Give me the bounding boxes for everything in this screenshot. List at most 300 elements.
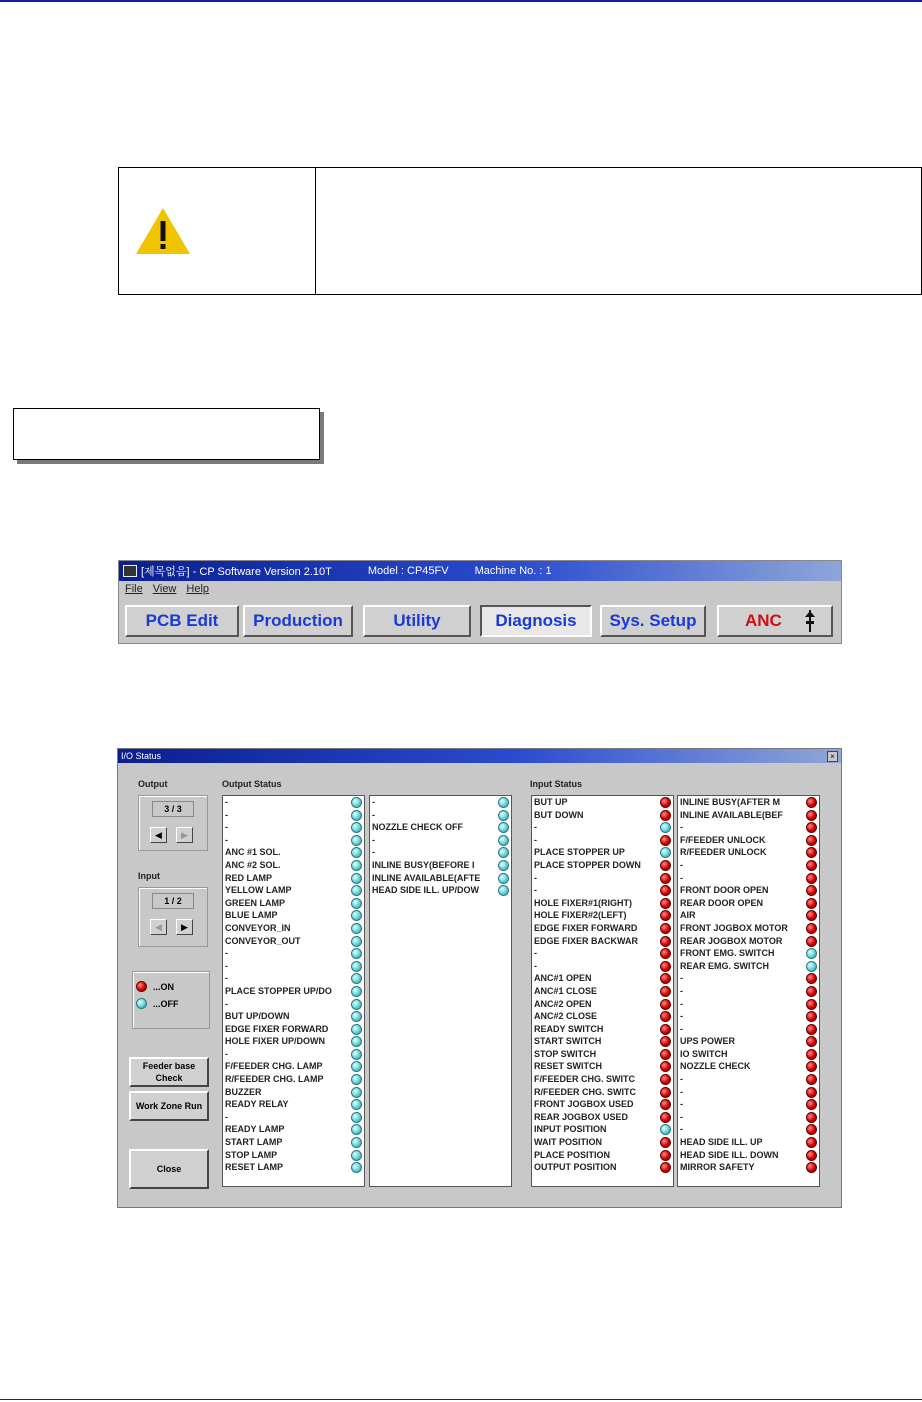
led-off-icon	[498, 822, 509, 833]
app-icon	[123, 565, 137, 577]
io-signal-label: INLINE BUSY(BEFORE I	[372, 859, 475, 870]
led-off-icon	[351, 873, 362, 884]
io-signal-label: AIR	[680, 910, 696, 921]
io-signal-label: PLACE STOPPER UP	[534, 847, 625, 858]
led-on-icon	[806, 1087, 817, 1098]
io-status-row	[223, 960, 364, 973]
led-on-icon	[660, 860, 671, 871]
io-signal-label: -	[225, 1048, 228, 1059]
io-signal-label: PLACE STOPPER UP/DO	[225, 985, 332, 996]
io-signal-label: -	[372, 797, 375, 807]
io-signal-label: RED LAMP	[225, 872, 272, 883]
io-status-row	[532, 1161, 673, 1174]
io-signal-label: -	[680, 985, 683, 996]
section-label-box	[13, 408, 320, 460]
led-on-icon	[806, 797, 817, 808]
io-status-row	[532, 1123, 673, 1136]
menu-help[interactable]: Help	[186, 583, 210, 595]
led-off-icon	[351, 898, 362, 909]
io-status-row	[678, 1010, 819, 1023]
io-status-row	[678, 1123, 819, 1136]
io-status-row	[532, 846, 673, 859]
input-list-2	[677, 795, 820, 1187]
led-on-icon	[806, 1112, 817, 1123]
legend-off-label: ...OFF	[153, 998, 179, 1009]
output-next-button[interactable]: ▶	[176, 827, 193, 843]
io-signal-label: CONVEYOR_OUT	[225, 935, 301, 946]
tab-diagnosis[interactable]: Diagnosis	[480, 605, 592, 637]
io-signal-label: START LAMP	[225, 1137, 283, 1148]
io-status-row	[532, 834, 673, 847]
led-off-icon	[351, 1150, 362, 1161]
io-status-row	[223, 1048, 364, 1061]
led-on-icon	[660, 1061, 671, 1072]
io-signal-label: STOP LAMP	[225, 1149, 278, 1160]
input-group-label: Input	[138, 871, 160, 881]
tab-pcb-edit[interactable]: PCB Edit	[125, 605, 239, 637]
io-signal-label: BUT UP	[534, 797, 568, 807]
led-off-icon	[351, 1112, 362, 1123]
io-status-row	[223, 947, 364, 960]
led-on-icon	[806, 1049, 817, 1060]
io-status-row	[532, 1111, 673, 1124]
io-signal-label: INPUT POSITION	[534, 1124, 607, 1135]
io-status-row	[678, 796, 819, 809]
tab-anc[interactable]	[717, 605, 833, 637]
led-on-icon	[660, 810, 671, 821]
io-signal-label: BUT DOWN	[534, 809, 584, 820]
input-next-button[interactable]: ▶	[176, 919, 193, 935]
led-off-icon	[351, 860, 362, 871]
tab-utility[interactable]: Utility	[363, 605, 471, 637]
io-status-row	[532, 909, 673, 922]
led-off-icon	[351, 1124, 362, 1135]
io-signal-label: GREEN LAMP	[225, 897, 286, 908]
cp-software-window	[118, 560, 842, 644]
led-on-icon	[806, 986, 817, 997]
led-off-icon	[351, 910, 362, 921]
io-status-row	[532, 947, 673, 960]
io-signal-label: -	[534, 948, 537, 959]
io-signal-label: -	[225, 834, 228, 845]
io-signal-label: REAR DOOR OPEN	[680, 897, 764, 908]
io-signal-label: -	[372, 809, 375, 820]
led-off-icon	[806, 948, 817, 959]
io-signal-label: -	[372, 847, 375, 858]
io-signal-label: INLINE AVAILABLE(BEF	[680, 809, 783, 820]
io-signal-label: -	[225, 797, 228, 807]
io-status-row	[532, 935, 673, 948]
io-status-row	[532, 998, 673, 1011]
io-signal-label: F/FEEDER CHG. LAMP	[225, 1061, 323, 1072]
io-status-row	[678, 972, 819, 985]
io-signal-label: -	[372, 834, 375, 845]
io-signal-label: -	[225, 809, 228, 820]
io-status-row	[678, 1035, 819, 1048]
led-off-icon	[498, 860, 509, 871]
io-signal-label: -	[680, 973, 683, 984]
io-status-row	[678, 998, 819, 1011]
io-status-row	[678, 935, 819, 948]
output-group-label: Output	[138, 779, 168, 789]
io-status-row	[532, 1010, 673, 1023]
io-status-row	[223, 884, 364, 897]
warning-icon	[133, 204, 193, 256]
led-on-icon	[660, 1162, 671, 1173]
io-signal-label: -	[534, 872, 537, 883]
led-on-icon	[660, 835, 671, 846]
io-signal-label: ANC#1 OPEN	[534, 973, 592, 984]
io-status-row	[678, 1098, 819, 1111]
led-on-icon	[806, 835, 817, 846]
io-status-row	[223, 1111, 364, 1124]
io-status-row	[370, 834, 511, 847]
io-signal-label: READY SWITCH	[534, 1023, 604, 1034]
io-status-row	[223, 1098, 364, 1111]
io-status-row	[223, 846, 364, 859]
io-status-row	[532, 960, 673, 973]
io-status-row	[370, 796, 511, 809]
io-status-row	[532, 1048, 673, 1061]
io-status-row	[678, 985, 819, 998]
io-signal-label: R/FEEDER CHG. SWITC	[534, 1086, 637, 1097]
led-off-icon	[351, 923, 362, 934]
io-signal-label: -	[225, 973, 228, 984]
io-signal-label: -	[225, 822, 228, 833]
io-signal-label: -	[680, 1099, 683, 1110]
io-status-row	[370, 846, 511, 859]
io-status-row	[223, 796, 364, 809]
led-off-icon	[351, 1024, 362, 1035]
output-list-2	[369, 795, 512, 1187]
io-signal-label: HEAD SIDE ILL. DOWN	[680, 1149, 779, 1160]
led-on-icon	[806, 873, 817, 884]
close-button[interactable]: Close	[129, 1149, 209, 1189]
io-signal-label: ANC#2 OPEN	[534, 998, 592, 1009]
io-status-row	[223, 1035, 364, 1048]
io-signal-label: RESET LAMP	[225, 1162, 284, 1173]
io-status-row	[678, 1086, 819, 1099]
io-signal-label: EDGE FIXER BACKWAR	[534, 935, 639, 946]
led-on-icon	[660, 1011, 671, 1022]
io-status-row	[532, 1023, 673, 1036]
led-on-icon	[806, 923, 817, 934]
led-off-icon	[498, 885, 509, 896]
io-status-row	[223, 1161, 364, 1174]
led-on-icon	[660, 961, 671, 972]
led-on-icon	[660, 936, 671, 947]
input-list-1	[531, 795, 674, 1187]
io-status-row	[223, 897, 364, 910]
led-off-icon	[351, 1061, 362, 1072]
led-off-icon	[660, 822, 671, 833]
io-signal-label: ANC#2 CLOSE	[534, 1011, 598, 1022]
caution-text-cell	[316, 168, 921, 294]
led-on-icon	[806, 860, 817, 871]
main-tabs	[119, 603, 841, 641]
io-signal-label: IO SWITCH	[680, 1048, 728, 1059]
io-status-row	[223, 935, 364, 948]
io-signal-label: HOLE FIXER UP/DOWN	[225, 1036, 326, 1047]
io-status-row	[532, 884, 673, 897]
led-off-icon	[498, 873, 509, 884]
led-on-icon	[806, 1137, 817, 1148]
io-signal-label: HEAD SIDE ILL. UP	[680, 1137, 763, 1148]
io-signal-label: F/FEEDER CHG. SWITC	[534, 1074, 635, 1085]
io-signal-label: BUZZER	[225, 1086, 262, 1097]
led-off-icon	[660, 847, 671, 858]
led-off-icon	[498, 847, 509, 858]
io-signal-label: F/FEEDER UNLOCK	[680, 834, 766, 845]
led-off-icon	[351, 1162, 362, 1173]
io-signal-label: HOLE FIXER#2(LEFT)	[534, 910, 627, 921]
led-off-icon	[351, 936, 362, 947]
caution-table	[118, 167, 922, 295]
io-status-row	[223, 1060, 364, 1073]
io-signal-label: R/FEEDER CHG. LAMP	[225, 1074, 324, 1085]
led-legend	[136, 978, 208, 1022]
output-list-1	[222, 795, 365, 1187]
io-status-row	[678, 846, 819, 859]
io-signal-label: -	[680, 859, 683, 870]
io-status-row	[678, 947, 819, 960]
io-signal-label: BUT UP/DOWN	[225, 1011, 290, 1022]
led-off-icon	[498, 835, 509, 846]
led-on-icon	[806, 810, 817, 821]
io-status-row	[532, 985, 673, 998]
io-signal-label: FRONT JOGBOX MOTOR	[680, 922, 788, 933]
io-signal-label: UPS POWER	[680, 1036, 736, 1047]
feeder-base-check-button[interactable]: Feeder base Check	[129, 1057, 209, 1087]
tab-sys-setup[interactable]: Sys. Setup	[600, 605, 706, 637]
led-off-icon	[351, 847, 362, 858]
io-status-dialog	[117, 748, 842, 1208]
io-signal-label: BLUE LAMP	[225, 910, 278, 921]
led-on-icon	[660, 986, 671, 997]
io-signal-label: -	[680, 872, 683, 883]
led-on-icon	[660, 1112, 671, 1123]
io-status-row	[223, 1123, 364, 1136]
io-signal-label: NOZZLE CHECK OFF	[372, 822, 463, 833]
io-signal-label: PLACE POSITION	[534, 1149, 611, 1160]
io-signal-label: ANC #1 SOL.	[225, 847, 281, 858]
io-status-row	[678, 1023, 819, 1036]
window-titlebar	[119, 561, 841, 581]
dialog-titlebar	[118, 749, 841, 763]
led-on-icon	[660, 1137, 671, 1148]
led-off-icon	[351, 1074, 362, 1085]
led-off-icon	[660, 1124, 671, 1135]
io-signal-label: PLACE STOPPER DOWN	[534, 859, 641, 870]
led-off-icon	[351, 986, 362, 997]
io-signal-label: EDGE FIXER FORWARD	[534, 922, 638, 933]
led-on-icon	[806, 822, 817, 833]
input-prev-button[interactable]: ◀	[150, 919, 167, 935]
io-status-row	[678, 909, 819, 922]
io-signal-label: NOZZLE CHECK	[680, 1061, 751, 1072]
io-signal-label: REAR EMG. SWITCH	[680, 960, 769, 971]
led-off-icon	[351, 1087, 362, 1098]
io-status-row	[532, 1086, 673, 1099]
io-signal-label: -	[680, 822, 683, 833]
led-on-icon	[660, 898, 671, 909]
io-status-row	[532, 1098, 673, 1111]
header-rule	[0, 0, 922, 2]
io-status-row	[532, 1149, 673, 1162]
led-off-icon	[351, 835, 362, 846]
io-signal-label: -	[680, 1086, 683, 1097]
led-off-icon	[351, 1099, 362, 1110]
io-signal-label: -	[680, 1111, 683, 1122]
led-on-icon	[806, 1124, 817, 1135]
io-signal-label: OUTPUT POSITION	[534, 1162, 617, 1173]
led-off-icon	[351, 885, 362, 896]
led-off-icon	[351, 822, 362, 833]
io-signal-label: HEAD SIDE ILL. UP/DOW	[372, 885, 480, 896]
io-status-row	[532, 897, 673, 910]
io-signal-label: FRONT DOOR OPEN	[680, 885, 769, 896]
io-status-row	[678, 872, 819, 885]
io-signal-label: STOP SWITCH	[534, 1048, 597, 1059]
io-signal-label: REAR JOGBOX MOTOR	[680, 935, 783, 946]
io-status-row	[223, 1010, 364, 1023]
io-signal-label: -	[534, 834, 537, 845]
io-status-row	[532, 796, 673, 809]
led-on-icon	[806, 1011, 817, 1022]
io-signal-label: READY RELAY	[225, 1099, 289, 1110]
io-signal-label: INLINE BUSY(AFTER M	[680, 797, 780, 807]
io-status-row	[532, 809, 673, 822]
output-status-label: Output Status	[222, 779, 282, 789]
io-signal-label: EDGE FIXER FORWARD	[225, 1023, 329, 1034]
footer-rule	[0, 1399, 922, 1400]
tab-anc-label: ANC	[745, 611, 782, 630]
io-status-row	[370, 872, 511, 885]
led-on-icon	[660, 923, 671, 934]
caution-icon-cell	[119, 168, 316, 294]
io-status-row	[678, 897, 819, 910]
io-signal-label: -	[225, 1111, 228, 1122]
io-signal-label: READY LAMP	[225, 1124, 285, 1135]
input-status-label: Input Status	[530, 779, 582, 789]
io-status-row	[678, 821, 819, 834]
window-title: [제목없음] - CP Software Version 2.10T	[141, 566, 332, 578]
led-off-icon	[351, 1011, 362, 1022]
dialog-close-icon[interactable]: ×	[827, 751, 838, 762]
io-signal-label: FRONT EMG. SWITCH	[680, 948, 775, 959]
io-signal-label: ANC #2 SOL.	[225, 859, 281, 870]
led-on-icon	[806, 885, 817, 896]
led-on-icon	[660, 1150, 671, 1161]
io-status-row	[678, 1136, 819, 1149]
menu-file[interactable]: File	[125, 583, 143, 595]
led-off-icon	[351, 973, 362, 984]
output-prev-button[interactable]: ◀	[150, 827, 167, 843]
io-status-row	[678, 1161, 819, 1174]
led-off-icon	[498, 810, 509, 821]
menu-view[interactable]: View	[152, 583, 177, 595]
led-on-icon	[660, 1074, 671, 1085]
io-status-row	[678, 834, 819, 847]
led-on-icon	[806, 1162, 817, 1173]
io-status-row	[223, 1023, 364, 1036]
led-off-icon	[351, 797, 362, 808]
io-status-row	[532, 859, 673, 872]
io-status-row	[370, 884, 511, 897]
io-signal-label: -	[680, 1124, 683, 1135]
io-status-row	[678, 922, 819, 935]
led-on-icon	[660, 885, 671, 896]
io-status-row	[532, 1060, 673, 1073]
io-status-row	[223, 1149, 364, 1162]
led-on-icon	[660, 973, 671, 984]
led-on-icon	[660, 910, 671, 921]
led-on-icon	[806, 1024, 817, 1035]
io-status-row	[223, 821, 364, 834]
io-status-row	[223, 909, 364, 922]
io-status-row	[370, 809, 511, 822]
off-led-icon	[136, 998, 147, 1009]
window-model: Model : CP45FV	[367, 565, 449, 577]
io-signal-label: FRONT JOGBOX USED	[534, 1099, 634, 1110]
io-signal-label: REAR JOGBOX USED	[534, 1111, 629, 1122]
led-on-icon	[660, 1099, 671, 1110]
on-led-icon	[136, 981, 147, 992]
io-status-row	[532, 821, 673, 834]
led-on-icon	[660, 1087, 671, 1098]
io-status-row	[532, 922, 673, 935]
led-on-icon	[660, 948, 671, 959]
legend-on-label: ...ON	[153, 981, 175, 992]
led-on-icon	[660, 873, 671, 884]
io-status-row	[678, 1060, 819, 1073]
input-page-indicator: 1 / 2	[152, 893, 194, 909]
io-signal-label: YELLOW LAMP	[225, 885, 292, 896]
io-signal-label: R/FEEDER UNLOCK	[680, 847, 767, 858]
io-signal-label: -	[225, 960, 228, 971]
io-signal-label: CONVEYOR_IN	[225, 922, 291, 933]
io-signal-label: -	[680, 1011, 683, 1022]
io-signal-label: -	[534, 885, 537, 896]
led-on-icon	[806, 910, 817, 921]
io-status-row	[223, 985, 364, 998]
io-status-row	[678, 1149, 819, 1162]
dialog-title: I/O Status	[121, 751, 162, 761]
led-off-icon	[351, 1036, 362, 1047]
io-signal-label: -	[534, 960, 537, 971]
led-on-icon	[660, 797, 671, 808]
io-status-row	[223, 998, 364, 1011]
led-on-icon	[806, 1061, 817, 1072]
led-on-icon	[806, 1099, 817, 1110]
led-on-icon	[660, 999, 671, 1010]
tab-production[interactable]: Production	[243, 605, 353, 637]
led-on-icon	[806, 898, 817, 909]
led-on-icon	[806, 973, 817, 984]
output-page-indicator: 3 / 3	[152, 801, 194, 817]
led-off-icon	[351, 999, 362, 1010]
led-off-icon	[351, 1049, 362, 1060]
io-status-row	[532, 1073, 673, 1086]
io-signal-label: RESET SWITCH	[534, 1061, 603, 1072]
io-signal-label: ANC#1 CLOSE	[534, 985, 598, 996]
work-zone-run-button[interactable]: Work Zone Run	[129, 1091, 209, 1121]
io-status-row	[678, 1048, 819, 1061]
led-off-icon	[351, 810, 362, 821]
io-status-row	[532, 872, 673, 885]
led-on-icon	[806, 1074, 817, 1085]
io-status-row	[223, 859, 364, 872]
